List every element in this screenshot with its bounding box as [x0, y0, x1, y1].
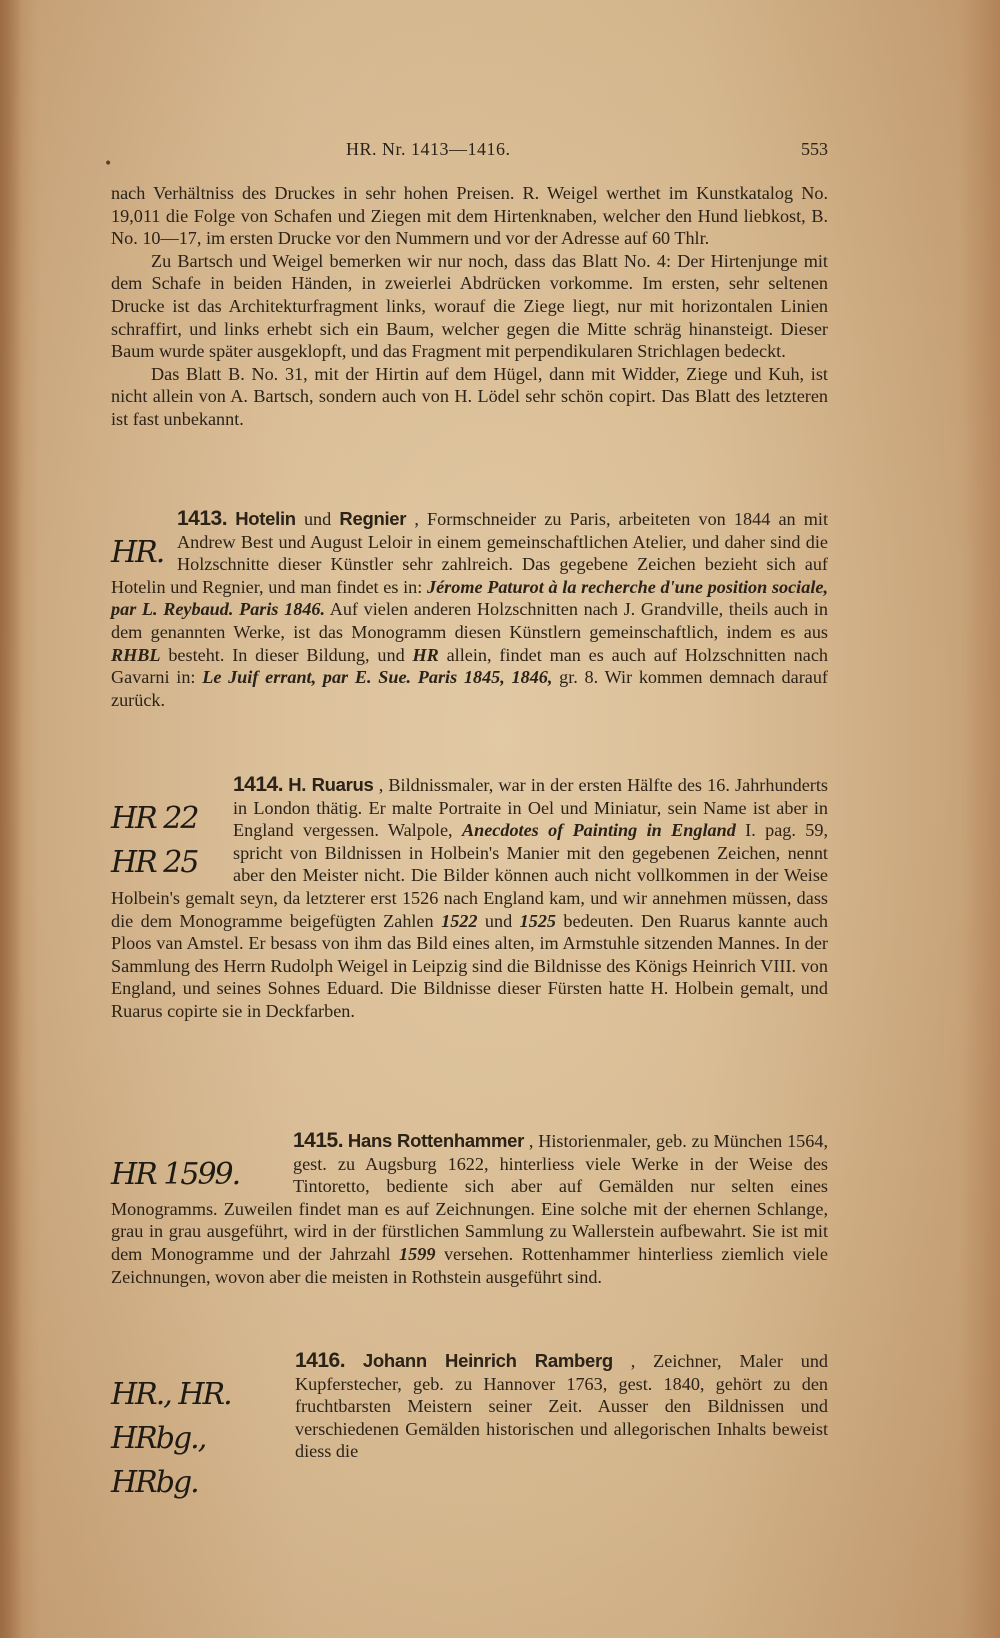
entry-text: gr. 8. Wir kommen demnach darauf zurück.: [111, 667, 828, 710]
book-title: Le Juif errant, par E. Sue. Paris 1845, 1846,: [202, 667, 553, 688]
entry-text: besteht. In dieser Bildung, und: [160, 644, 413, 665]
conjunction: und: [295, 509, 340, 529]
artist-name: H. Ruarus: [288, 774, 374, 795]
monogram-text: RHBL: [111, 644, 161, 665]
artist-name: Regnier: [339, 508, 407, 529]
entry-1414: [111, 774, 828, 1023]
monogram-block: [111, 531, 173, 575]
entry-1413: [111, 508, 828, 711]
entry-number: 1415.: [293, 1129, 344, 1152]
year-text: 1525: [519, 910, 556, 931]
monogram-mark: HR 1599.: [111, 1156, 240, 1192]
entry-text: Auf vielen anderen Holzschnitten nach J. Grandville, theils auch in dem genannten Werke, ist das Monogramm diesen Künstlern gemeinschaftlich, indem es aus: [111, 599, 828, 642]
monogram-mark: HR 25: [111, 844, 198, 880]
monogram-mark: HR., HR.: [111, 1376, 231, 1412]
continuation-paragraph-2: Zu Bartsch und Weigel bemerken wir nur noch, dass das Blatt No. 4: Der Hirtenjunge mit dem Schafe in beiden Händen, in zweierlei Abdrücken vorkomme. Im ersten, sehr seltenen Drucke ist das Architekturfragment links, worauf die Ziege liegt, nur mit horizontalen Linien schraffirt, und links erhebt sich ein Baum, welcher gegen die Mitte schräg hinansteigt. Dieser Baum wurde später ausgeklopft, und das Fragment mit perpendikularen Strichlagen bedeckt.: [111, 250, 828, 362]
monogram-block: [111, 1153, 289, 1197]
year-text: 1522: [441, 910, 478, 931]
continuation-paragraph-1: nach Verhältniss des Druckes in sehr hohen Preisen. R. Weigel werthet im Kunstkatalog No. 19,011 die Folge von Schafen und Ziegen mit dem Hirtenknaben, welcher den Hund liebkost, B. No. 10—17, im ersten Drucke vor den Nummern und vor der Adresse auf 60 Thlr.: [111, 183, 828, 249]
artist-name: Johann Heinrich Ramberg: [362, 1350, 613, 1371]
ink-dot: •: [104, 156, 113, 172]
page-edge-shadow: [0, 0, 22, 1638]
entry-1413-body: [111, 508, 828, 711]
entry-text: I. pag. 59, spricht von Bildnissen in Holbein's Manier mit den gegebenen Zeichen, nennt aber den Meister nicht. Die Bilder können auch nicht vollkommen in der Weise Holbein's gemalt seyn, da letzterer erst 1526 nach England kam, und wir annehmen müssen, dass die dem Monogramme beigefügten Zahlen: [111, 820, 829, 931]
entry-number: 1413.: [177, 507, 228, 530]
entry-text: bedeuten. Den Ruarus kannte auch Ploos van Amstel. Er besass von ihm das Bild eines alten, im Armstuhle sitzenden Mannes. In der Sammlung des Herrn Rudolph Weigel in Leipzig sind die Bildnisse des Königs Heinrich VIII. von England, und seines Sohnes Eduard. Die Bildnisse dieser Fürsten hatte H. Holbein gemalt, und Ruarus copirte sie in Deckfarben.: [111, 910, 828, 1021]
entry-text: versehen. Rottenhammer hinterliess ziemlich viele Zeichnungen, wovon aber die meisten in Rothstein ausgeführt sind.: [111, 1243, 828, 1287]
entry-text: allein, findet man es auch auf Holzschnitten nach Gavarni in:: [111, 644, 828, 688]
running-head-title: HR. Nr. 1413—1416.: [346, 139, 511, 159]
entry-1415: [111, 1130, 828, 1288]
continuation-paragraph-3: Das Blatt B. No. 31, mit der Hirtin auf dem Hügel, dann mit Widder, Ziege und Kuh, ist nicht allein von A. Bartsch, sondern auch von H. Lödel sehr schön copirt. Das Blatt des letzteren ist fast unbekannt.: [111, 363, 828, 429]
conjunction: und: [477, 910, 520, 931]
artist-name: Hotelin: [235, 508, 296, 529]
page-number: 553: [801, 139, 828, 159]
entry-text: , Formschneider zu Paris, arbeiteten von 1844 an mit Andrew Best und August Leloir in einem gemeinschaftlichen Atelier, und daher sind die Holzschnitte dieser Künstler sehr zahlreich. Das gegebene Zeichen bezieht sich auf Hotelin und Regnier, und man findet es in:: [111, 509, 829, 597]
continuation-section: [111, 182, 828, 431]
artist-name: Hans Rottenhammer: [347, 1130, 524, 1151]
entry-1416: [111, 1350, 828, 1505]
entry-number: 1414.: [233, 773, 284, 796]
entry-text: , Historienmaler, geb. zu München 1564, gest. zu Augsburg 1622, hinterliess viele Werke in der Weise des Tintoretto, bediente sich aber auf Gemälden nur selten eines Monogramms. Zuweilen findet man es auf Zeichnungen. Eine solche mit der ehernen Schlange, grau in grau ausgeführt, wird in der fürstlichen Sammlung zu Wallerstein aufbewahrt. Sie ist mit dem Monogramme und der Jahrzahl: [111, 1131, 828, 1264]
entry-text: , Bildnissmaler, war in der ersten Hälfte des 16. Jahrhunderts in London thätig. Er malte Portraite in Oel und Miniatur, sein Name ist aber in England vergessen. Walpole,: [233, 775, 828, 841]
monogram-block: [111, 797, 229, 885]
monogram-block: [111, 1373, 291, 1505]
book-title: Anecdotes of Painting in England: [461, 820, 736, 841]
running-head: [111, 138, 828, 162]
entry-text: , Zeichner, Maler und Kupferstecher, geb. zu Hannover 1763, gest. 1840, gehört zu den fruchtbarsten Meistern seiner Zeit. Ausser den Bildnissen und verschiedenen Gemälden historischen und allegorischen Inhalts beweist diess die: [295, 1351, 829, 1462]
monogram-mark: HR.: [111, 534, 164, 570]
monogram-text: HR: [412, 644, 439, 665]
monogram-mark: HRbg., HRbg.: [111, 1420, 206, 1500]
entry-number: 1416.: [295, 1349, 346, 1372]
year-text: 1599: [399, 1243, 436, 1264]
monogram-mark: HR 22: [111, 800, 198, 836]
book-title: Jérome Paturot à la recherche d'une position sociale, par L. Reybaud. Paris 1846.: [111, 576, 829, 620]
